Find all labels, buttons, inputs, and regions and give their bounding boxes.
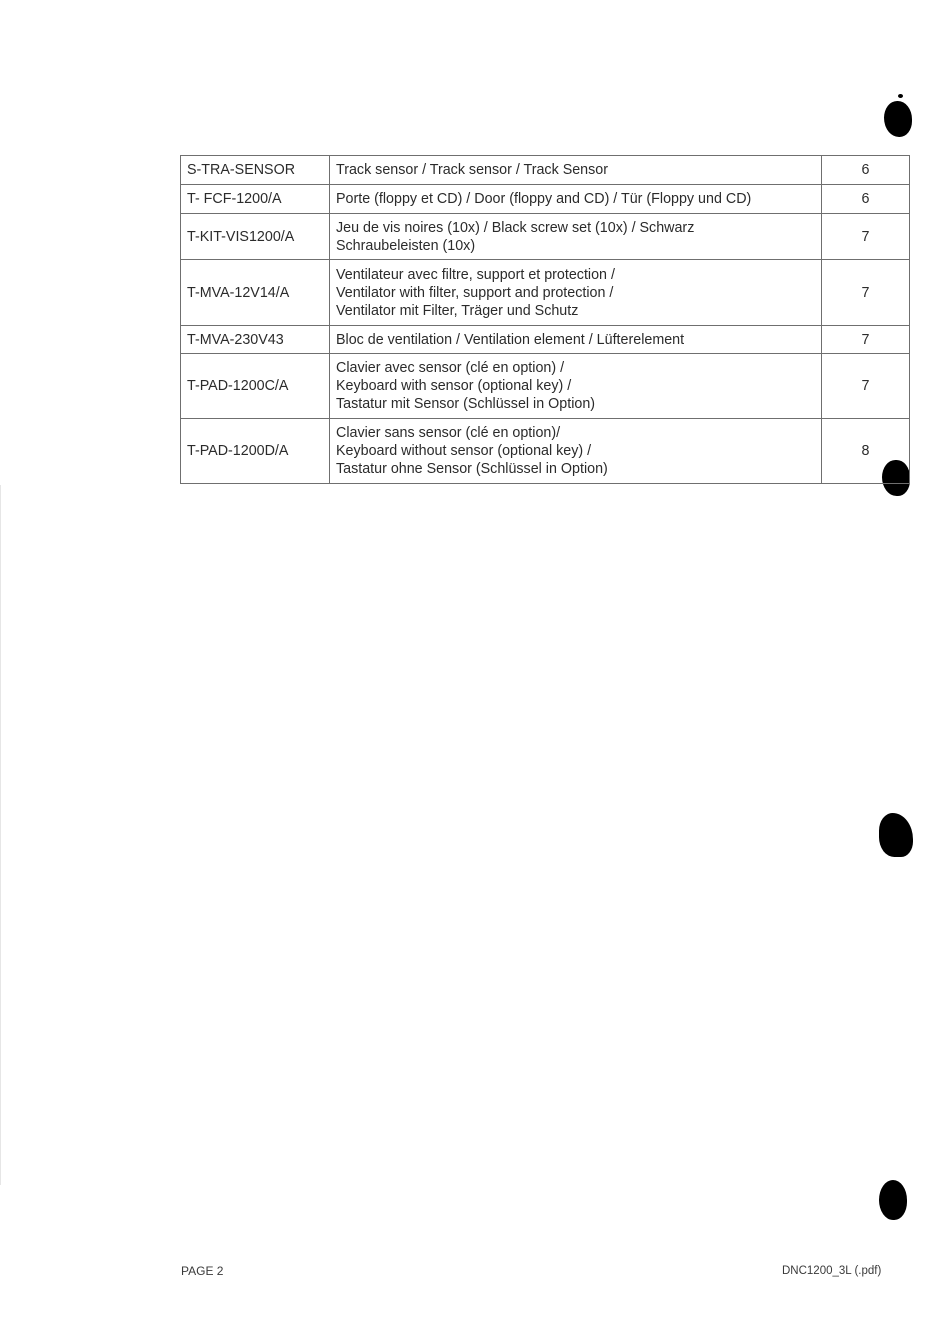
description-line: Schraubeleisten (10x) (336, 237, 476, 254)
table-row (181, 326, 910, 354)
description-line: Track sensor / Track sensor / Track Sensor (336, 162, 608, 178)
part-code: T-MVA-230V43 (181, 326, 330, 354)
description-line: Ventilator mit Filter, Träger und Schutz (336, 302, 579, 319)
description-line: Tastatur ohne Sensor (Schlüssel in Option) (336, 461, 608, 477)
scan-edge-line (0, 485, 1, 1185)
part-description (330, 354, 822, 419)
page-number: 7 (822, 326, 910, 354)
punch-hole (879, 1180, 907, 1220)
table-row (181, 354, 910, 419)
table-row (181, 156, 910, 185)
spare-parts-table (180, 155, 910, 484)
table-row (181, 214, 910, 260)
part-code: T-PAD-1200C/A (181, 354, 330, 419)
page-number: 7 (822, 214, 910, 260)
page-number: 6 (822, 156, 910, 185)
part-description (330, 260, 822, 326)
part-code: T-MVA-12V14/A (181, 260, 330, 326)
page-number: 6 (822, 185, 910, 214)
table-row (181, 185, 910, 214)
table-row (181, 419, 910, 484)
description-line: Keyboard without sensor (optional key) / (336, 443, 592, 459)
page-number: 7 (822, 260, 910, 326)
description-line: Jeu de vis noires (10x) / Black screw set (10x) / Schwarz (336, 219, 695, 236)
part-description (330, 185, 822, 214)
part-description (330, 419, 822, 484)
part-description (330, 214, 822, 260)
description-line: Tastatur mit Sensor (Schlüssel in Option) (336, 396, 596, 412)
description-line: Clavier avec sensor (clé en option) / (336, 360, 565, 376)
part-code: T-PAD-1200D/A (181, 419, 330, 484)
description-line: Keyboard with sensor (optional key) / (336, 378, 572, 394)
part-code: S-TRA-SENSOR (181, 156, 330, 185)
punch-hole (884, 101, 912, 137)
description-line: Clavier sans sensor (clé en option)/ (336, 425, 561, 441)
footer-page-label: PAGE 2 (181, 1264, 224, 1278)
part-code: T- FCF-1200/A (181, 185, 330, 214)
footer-file-label: DNC1200_3L (.pdf) (782, 1265, 882, 1277)
page-number: 8 (822, 419, 910, 484)
part-description (330, 326, 822, 354)
description-line: Ventilateur avec filtre, support et protection / (336, 266, 615, 283)
description-line: Bloc de ventilation / Ventilation element / Lüfterelement (336, 331, 685, 348)
part-description (330, 156, 822, 185)
description-line: Porte (floppy et CD) / Door (floppy and CD) / Tür (Floppy und CD) (336, 191, 752, 207)
page-number: 7 (822, 354, 910, 419)
table-row (181, 260, 910, 326)
description-line: Ventilator with filter, support and protection / (336, 284, 614, 301)
punch-hole-mark (898, 94, 903, 98)
punch-hole (879, 813, 913, 857)
part-code: T-KIT-VIS1200/A (181, 214, 330, 260)
